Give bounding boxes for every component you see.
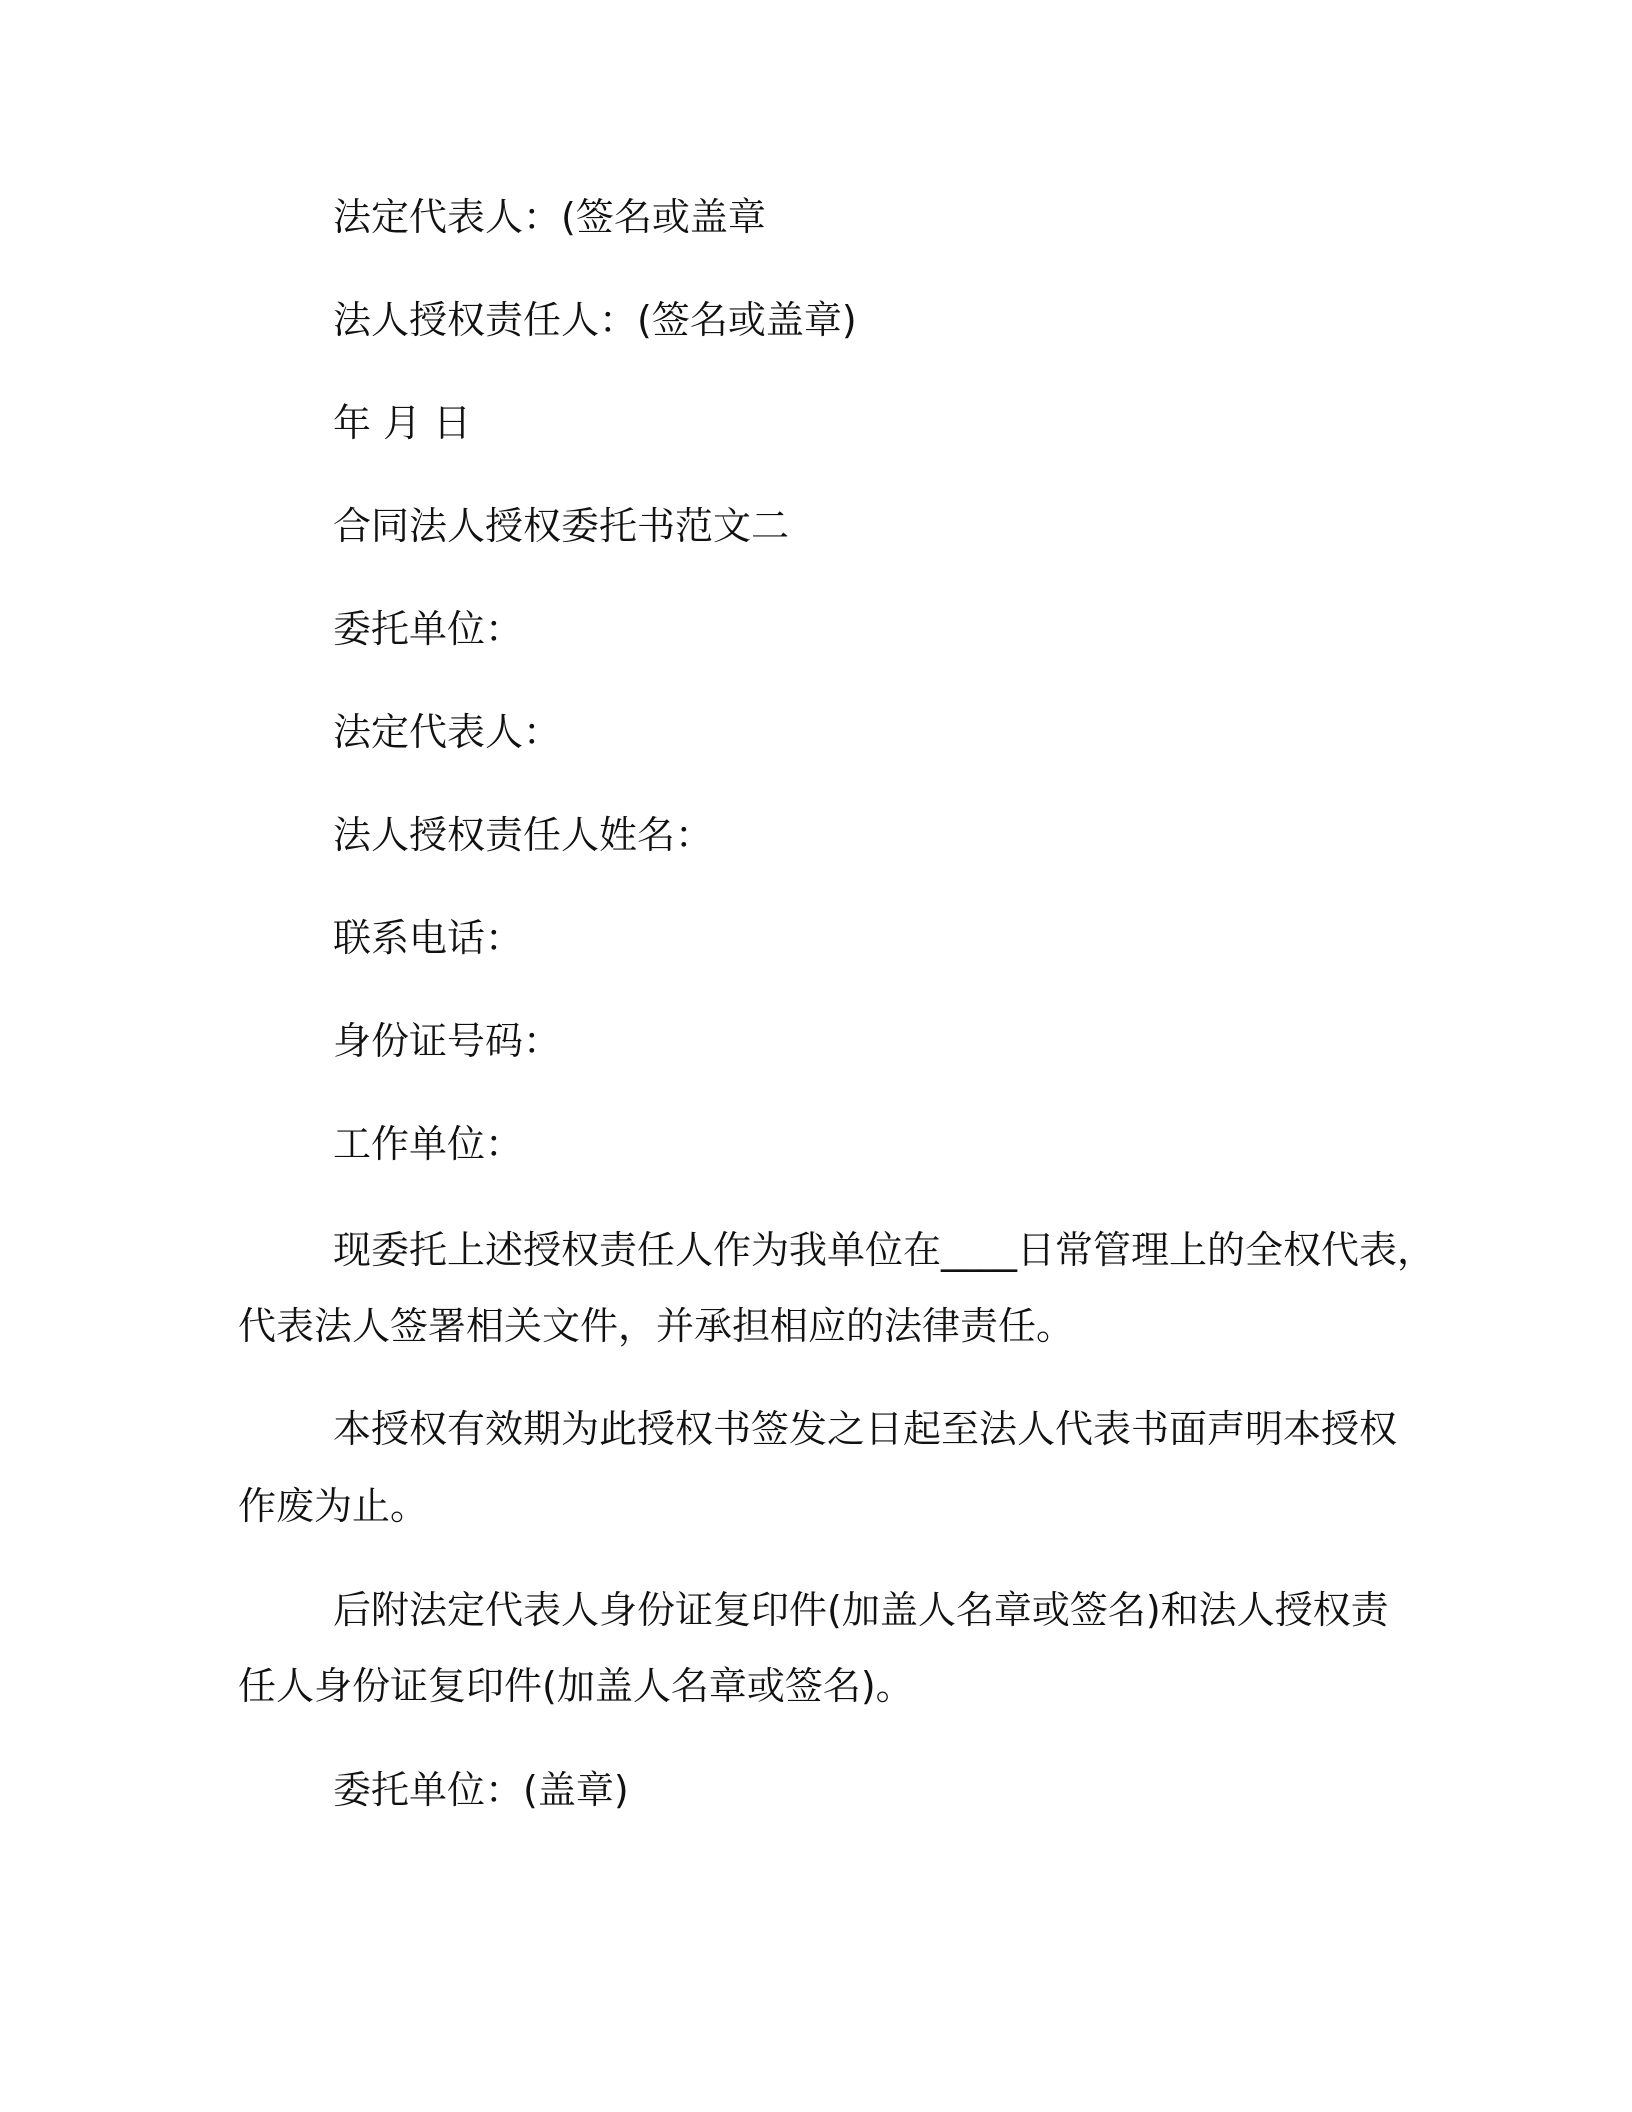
entrusting-unit-seal-line: 委托单位：(盖章)	[333, 1768, 629, 1812]
validity-paragraph-line-2: 作废为止。	[238, 1484, 429, 1528]
entrustment-paragraph-line-1: 现委托上述授权责任人作为我单位在____日常管理上的全权代表，	[333, 1228, 1436, 1272]
entrustment-paragraph-line-2: 代表法人签署相关文件，并承担相应的法律责任。	[238, 1304, 1075, 1348]
legal-representative-signature-line: 法定代表人：(签名或盖章	[333, 195, 766, 239]
id-number-field: 身份证号码：	[333, 1019, 562, 1063]
validity-paragraph-line-1: 本授权有效期为此授权书签发之日起至法人代表书面声明本授权	[333, 1407, 1398, 1451]
attachment-paragraph-line-2: 任人身份证复印件(加盖人名章或签名)。	[238, 1664, 914, 1708]
work-unit-field: 工作单位：	[333, 1122, 524, 1166]
authorized-person-signature-line: 法人授权责任人：(签名或盖章)	[333, 298, 857, 342]
attachment-paragraph-line-1: 后附法定代表人身份证复印件(加盖人名章或签名)和法人授权责	[333, 1588, 1389, 1632]
date-line: 年 月 日	[333, 401, 472, 445]
section-title: 合同法人授权委托书范文二	[333, 504, 790, 548]
phone-field: 联系电话：	[333, 916, 524, 960]
entrusting-unit-field: 委托单位：	[333, 607, 524, 651]
legal-representative-field: 法定代表人：	[333, 710, 562, 754]
authorized-person-name-field: 法人授权责任人姓名：	[333, 813, 714, 857]
